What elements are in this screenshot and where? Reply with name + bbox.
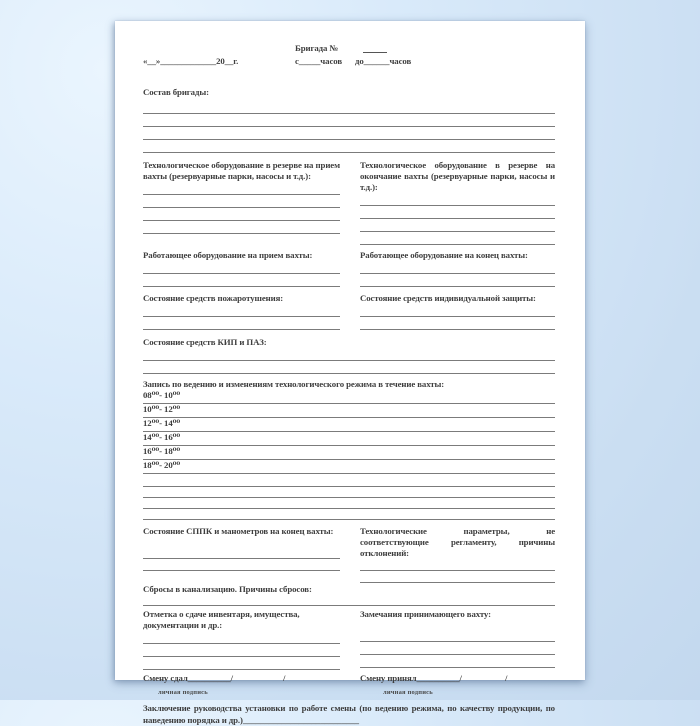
ruled-line xyxy=(143,644,340,657)
log-row-12-14: 12⁰⁰- 14⁰⁰ xyxy=(143,418,555,432)
shift-took-label: Смену принял__________/ xyxy=(360,673,462,683)
log-row-10-12: 10⁰⁰- 12⁰⁰ xyxy=(143,404,555,418)
log-row-14-16: 14⁰⁰- 16⁰⁰ xyxy=(143,432,555,446)
kip-paz-heading: Состояние средств КИП и ПАЗ: xyxy=(143,337,267,347)
ruled-line xyxy=(143,140,555,153)
protective-equipment-heading: Состояние средств индивидуальной защиты: xyxy=(360,293,536,303)
ruled-line xyxy=(143,182,340,195)
ruled-line xyxy=(143,221,340,234)
reserve-start-heading: Технологическое оборудование в резерве на прием вахты (резервуарные парки, насосы и т.д.): xyxy=(143,160,340,181)
ruled-line xyxy=(143,274,340,287)
ruled-line xyxy=(143,101,555,114)
log-row-08-10: 08⁰⁰- 10⁰⁰ xyxy=(143,390,555,404)
working-end-heading: Работающее оборудование на конец вахты: xyxy=(360,250,528,260)
log-row-18-20: 18⁰⁰- 20⁰⁰ xyxy=(143,460,555,474)
section-handover-notes xyxy=(143,609,555,670)
ruled-line xyxy=(143,114,555,127)
section-working-equipment xyxy=(143,250,555,287)
document-page xyxy=(115,21,585,725)
ruled-line xyxy=(360,655,555,668)
section-signatures xyxy=(143,673,555,685)
ruled-line xyxy=(143,487,555,498)
ruled-line xyxy=(360,261,555,274)
working-start-column xyxy=(143,250,340,287)
ruled-line xyxy=(360,219,555,232)
ruled-line xyxy=(143,361,555,374)
remarks-column xyxy=(360,609,555,670)
form-content xyxy=(115,21,585,725)
remarks-heading: Замечания принимающего вахту: xyxy=(360,609,491,619)
header-row-date xyxy=(143,56,555,69)
ruled-line xyxy=(143,559,340,571)
shift-took-cell xyxy=(360,673,555,685)
inventory-heading: Отметка о сдаче инвентаря, имущества, документации и др.: xyxy=(143,609,300,630)
section-reserve-equipment xyxy=(143,160,555,245)
ruled-line xyxy=(143,317,340,330)
ruled-line xyxy=(143,304,340,317)
ruled-line xyxy=(143,195,340,208)
log-extra-lines xyxy=(143,476,555,520)
reserve-end-column xyxy=(360,160,555,245)
ruled-line xyxy=(143,127,555,140)
ruled-line xyxy=(360,317,555,330)
sewage-heading: Сбросы в канализацию. Причины сбросов: xyxy=(143,584,312,594)
sppk-heading: Состояние СППК и манометров на конец вахты: xyxy=(143,526,334,536)
tech-params-column xyxy=(360,526,555,583)
reserve-end-heading: Технологическое оборудование в резерве на окончание вахты (резервуарные парки, насосы и т.д.): xyxy=(360,160,555,192)
fire-equipment-column xyxy=(143,293,340,330)
hours-to-blank: до______часов xyxy=(355,56,412,66)
ruled-line xyxy=(143,476,555,487)
ruled-line xyxy=(360,571,555,583)
tech-params-heading: Технологические параметры, не соответствующие регламенту, причины отклонений: xyxy=(360,526,555,558)
shift-gave-label: Смену сдал__________/ xyxy=(143,673,234,683)
ruled-line xyxy=(360,642,555,655)
reserve-start-column xyxy=(143,160,340,245)
section-safety-equipment xyxy=(143,293,555,330)
shift-took-slash: / xyxy=(505,673,508,683)
crew-title: Состав бригады: xyxy=(143,87,209,97)
management-conclusion: Заключение руководства установки по работе смены (по ведению режима, по качеству продукции, по наведению порядка и др.)___________________________ xyxy=(143,703,555,725)
hours-from-blank: с_____часов xyxy=(295,56,342,66)
signature-captions xyxy=(143,687,555,696)
ruled-line xyxy=(143,498,555,509)
section-sppk-params xyxy=(143,526,555,583)
date-blank: «__»_____________20__г. xyxy=(143,56,239,66)
working-start-heading: Работающее оборудование на прием вахты: xyxy=(143,250,313,260)
brigade-number-label: Бригада № xyxy=(295,43,339,53)
shift-gave-slash: / xyxy=(283,673,286,683)
working-end-column xyxy=(360,250,555,287)
protective-equipment-column xyxy=(360,293,555,330)
ruled-line xyxy=(143,547,340,559)
ruled-line xyxy=(360,559,555,571)
ruled-line xyxy=(360,274,555,287)
ruled-line xyxy=(143,631,340,644)
inventory-column xyxy=(143,609,340,670)
ruled-line xyxy=(360,629,555,642)
ruled-line xyxy=(143,348,555,361)
log-title: Запись по ведению и изменениям технологического режима в течение вахты: xyxy=(143,379,445,389)
shift-gave-cell xyxy=(143,673,340,685)
ruled-line xyxy=(143,509,555,520)
ruled-line xyxy=(143,208,340,221)
ruled-line xyxy=(143,261,340,274)
ruled-line xyxy=(360,232,555,245)
fire-equipment-heading: Состояние средств пожаротушения: xyxy=(143,293,284,303)
log-row-16-18: 16⁰⁰- 18⁰⁰ xyxy=(143,446,555,460)
ruled-line xyxy=(360,193,555,206)
header-row-brigade xyxy=(143,43,555,56)
ruled-line xyxy=(360,304,555,317)
signature-caption-right: личная подпись xyxy=(383,689,433,696)
ruled-line xyxy=(360,206,555,219)
ruled-line xyxy=(143,657,340,670)
signature-caption-left: личная подпись xyxy=(158,689,208,696)
ruled-line xyxy=(143,595,555,606)
brigade-number-blank xyxy=(363,52,387,53)
sppk-column xyxy=(143,526,340,583)
